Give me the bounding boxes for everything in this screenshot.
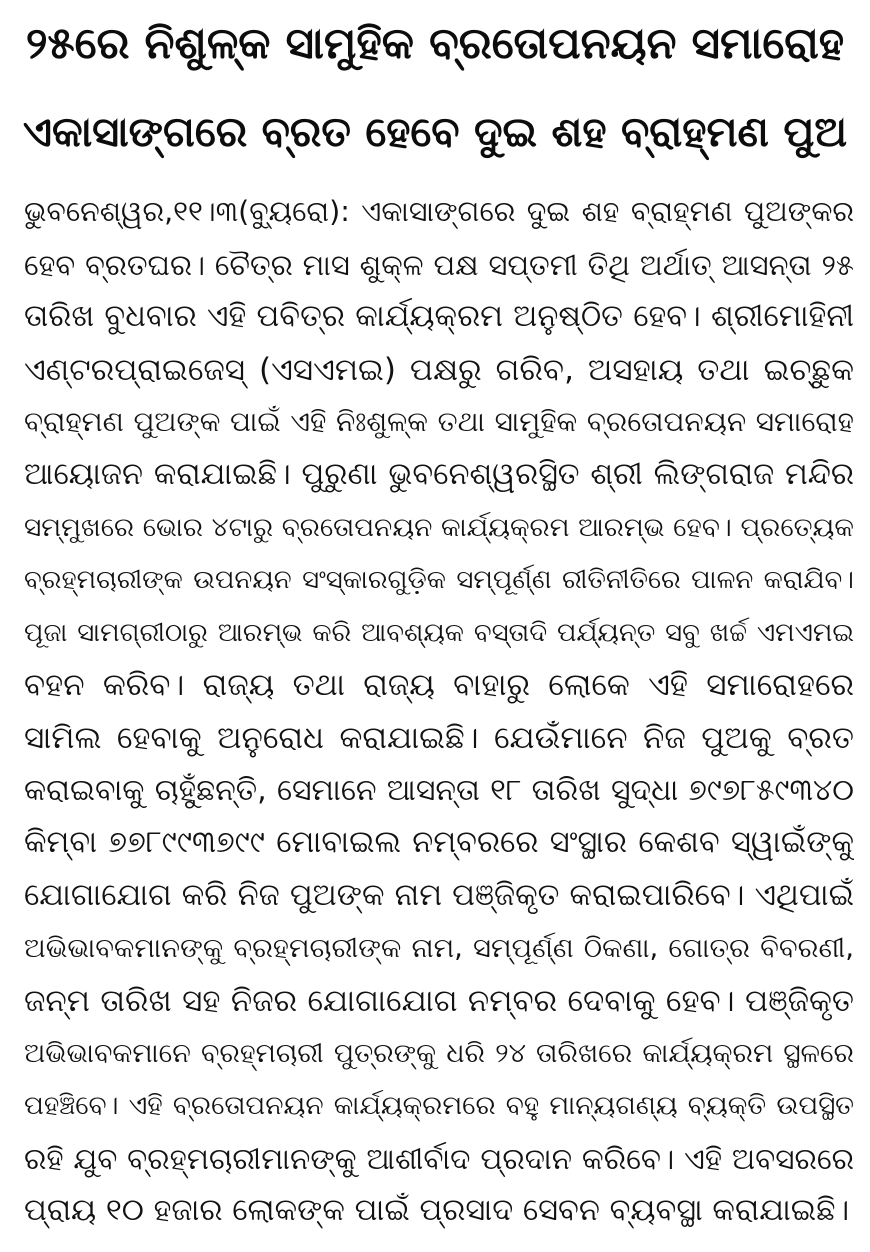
article-line: ସାମିଲ ହେବାକୁ ଅନୁରୋଧ କରାଯାଇଛି। ଯେଉଁମାନେ ନିଜ ପୁଅକୁ ବ୍ରତ [24,719,854,756]
article-line: ଭୁବନେଶ୍ୱର,୧୧।୩(ବ୍ୟୁରୋ): ଏକାସାଙ୍ଗରେ ଦୁଇ ଶହ ବ୍ରାହ୍ମଣ ପୁଅଙ୍କର [24,195,854,228]
article-line: ପୂଜା ସାମଗ୍ରୀଠାରୁ ଆରମ୍ଭ କରି ଆବଶ୍ୟକ ବସ୍ତାଦି ପର୍ଯ୍ୟନ୍ତ ସବୁ ଖର୍ଚ୍ଚ ଏମଏମଇ [24,617,854,648]
article-line: ବ୍ରାହ୍ମଣ ପୁଅଙ୍କ ପାଇଁ ଏହି ନିଃଶୁଳ୍କ ତଥା ସାମୁହିକ ବ୍ରତୋପନୟନ ସମାରୋହ [24,405,854,439]
article-line: ତାରିଖ ବୁଧବାର ଏହି ପବିତ୍ର କାର୍ଯ୍ୟକ୍ରମ ଅନୁଷ୍ଠିତ ହେବ। ଶ୍ରୀମୋହିନୀ [24,299,854,335]
article-line: ପ୍ରାୟ ୧୦ ହଜାର ଲୋକଙ୍କ ପାଇଁ ପ୍ରସାଦ ସେବନ ବ୍ୟବସ୍ଥା କରାଯାଇଛି। [24,1193,850,1229]
article-line: ଯୋଗାଯୋଗ କରି ନିଜ ପୁଅଙ୍କ ନାମ ପଞ୍ଜିକୃତ କରାଇପାରିବେ। ଏଥିପାଇଁ [24,877,854,913]
article-line: ପହଞ୍ଚିବେ। ଏହି ବ୍ରତୋପନୟନ କାର୍ଯ୍ୟକ୍ରମରେ ବହୁ ମାନ୍ୟଗଣ୍ୟ ବ୍ୟକ୍ତି ଉପସ୍ଥିତ [24,1090,854,1122]
article-line: କିମ୍ବା ୭୭୮୯୯୩୭୯୯ ମୋବାଇଲ ନମ୍ବରରେ ସଂସ୍ଥାର କେଶବ ସ୍ୱାଇଁଙ୍କୁ [24,825,854,861]
article-line: ହେବ ବ୍ରତଘର। ଚୈତ୍ର ମାସ ଶୁକ୍ଳ ପକ୍ଷ ସପ୍ତମୀ ତିଥି ଅର୍ଥାତ୍ ଆସନ୍ତା ୨୫ [24,247,854,282]
article-line: ଅଭିଭାବକମାନଙ୍କୁ ବ୍ରହ୍ମଚାରୀଙ୍କ ନାମ, ସମ୍ପୂର୍ଣ୍ଣ ଠିକଣା, ଗୋତ୍ର ବିବରଣୀ, [24,932,854,965]
article-line: ବହନ କରିବ। ରାଜ୍ୟ ତଥା ରାଜ୍ୟ ବାହାରୁ ଲୋକେ ଏହି ସମାରୋହରେ [24,667,854,704]
article-line: ଅଭିଭାବକମାନେ ବ୍ରହ୍ମଚାରୀ ପୁତ୍ରଙ୍କୁ ଧରି ୨୪ ତାରିଖରେ କାର୍ଯ୍ୟକ୍ରମ ସ୍ଥଳରେ [24,1037,854,1069]
article-body [24,186,854,1238]
article-line: ଜନ୍ମ ତାରିଖ ସହ ନିଜର ଯୋଗାଯୋଗ ନମ୍ବର ଦେବାକୁ ହେବ। ପଞ୍ଜିକୃତ [24,982,854,1019]
headline-sub: ଏକାସାଙ୍ଗରେ ବ୍ରତ ହେବେ ଦୁଇ ଶହ ବ୍ରାହ୍ମଣ ପୁଅ [22,107,848,156]
article-line: କରାଇବାକୁ ଚାହୁଁଛନ୍ତି, ସେମାନେ ଆସନ୍ତା ୧୮ ତାରିଖ ସୁଦ୍ଧା ୭୯୭୮୫୯୩୪୦ [24,772,854,808]
article-line: ବ୍ରହ୍ମଚାରୀଙ୍କ ଉପନୟନ ସଂସ୍କାରଗୁଡ଼ିକ ସମ୍ପୂର୍ଣ୍ଣ ରୀତିନୀତିରେ ପାଳନ କରାଯିବ। [24,565,854,596]
article-line: ରହି ଯୁବ ବ୍ରହ୍ମଚାରୀମାନଙ୍କୁ ଆଶୀର୍ବାଦ ପ୍ରଦାନ କରିବେ। ଏହି ଅବସରରେ [24,1141,854,1176]
article-line: ଆୟୋଜନ କରାଯାଇଛି। ପୁରୁଣା ଭୁବନେଶ୍ୱରସ୍ଥିତ ଶ୍ରୀ ଲିଙ୍ଗରାଜ ମନ୍ଦିର [24,456,854,492]
headline-main: ୨୫ରେ ନିଶୁଳ୍କ ସାମୁହିକ ବ୍ରତୋପନୟନ ସମାରୋହ [25,19,845,69]
article-line: ସମ୍ମୁଖରେ ଭୋର ୪ଟାରୁ ବ୍ରତୋପନୟନ କାର୍ଯ୍ୟକ୍ରମ ଆରମ୍ଭ ହେବ। ପ୍ରତ୍ୟେକ [24,511,854,543]
article-line: ଏଣ୍ଟରପ୍ରାଇଜେସ୍ (ଏସଏମଇ) ପକ୍ଷରୁ ଗରିବ, ଅସହାୟ ତଥା ଇଚ୍ଛୁକ [24,351,854,388]
